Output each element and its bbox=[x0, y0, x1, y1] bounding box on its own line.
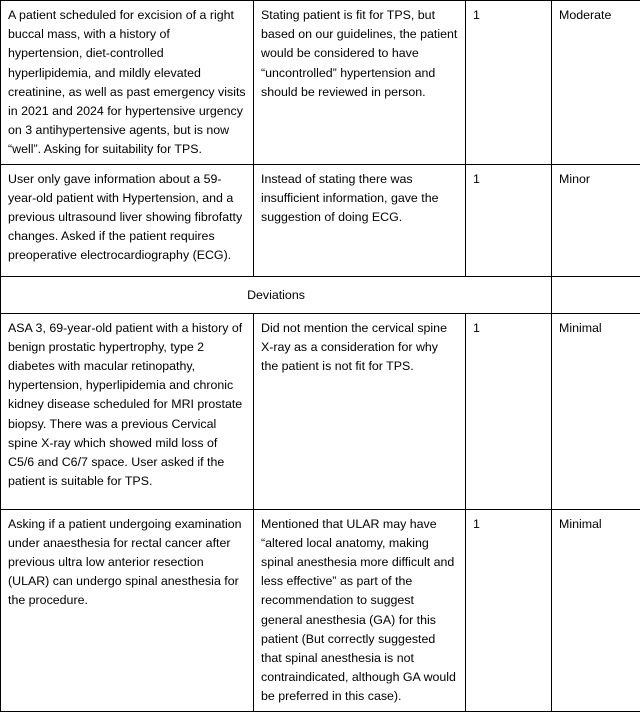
case-description-cell: A patient scheduled for excision of a right buccal mass, with a history of hypertension, diet-controlled hyperlipidemia, and mildly elevated creatinine, as well as past emergency visits in 2021 and 2024 for hypertensive urgency on 3 antihypertensive agents, but is now “well”. Asking for suitability for TPS. bbox=[1, 1, 254, 165]
table-row bbox=[1, 164, 640, 276]
count-cell: 1 bbox=[466, 313, 552, 509]
issue-cell: Mentioned that ULAR may have “altered local anatomy, making spinal anesthesia more difficult and less effective” as part of the recommendation to suggest general anesthesia (GA) for this patient (But correctly suggested that spinal anesthesia is not contraindicated, although GA would be preferred in this case). bbox=[254, 509, 466, 711]
table-row bbox=[1, 1, 640, 165]
table-row bbox=[1, 509, 640, 711]
issue-cell: Stating patient is fit for TPS, but based on our guidelines, the patient would be considered to have “uncontrolled” hypertension and should be reviewed in person. bbox=[254, 1, 466, 165]
case-description-cell: User only gave information about a 59-year-old patient with Hypertension, and a previous ultrasound liver showing fibrofatty changes. Asked if the patient requires preoperative electrocardiography (ECG). bbox=[1, 164, 254, 276]
severity-cell: Minimal bbox=[552, 509, 640, 711]
count-cell: 1 bbox=[466, 1, 552, 165]
severity-cell: Minor bbox=[552, 164, 640, 276]
section-empty-cell bbox=[552, 276, 640, 313]
count-cell: 1 bbox=[466, 509, 552, 711]
severity-cell: Minimal bbox=[552, 313, 640, 509]
severity-cell: Moderate bbox=[552, 1, 640, 165]
section-title: Deviations bbox=[1, 276, 552, 313]
table-row bbox=[1, 313, 640, 509]
issue-cell: Instead of stating there was insufficient information, gave the suggestion of doing ECG. bbox=[254, 164, 466, 276]
case-description-cell: ASA 3, 69-year-old patient with a history of benign prostatic hypertrophy, type 2 diabetes with macular retinopathy, hypertension, hyperlipidemia and chronic kidney disease scheduled for MRI prostate biopsy. There was a previous Cervical spine X-ray which showed mild loss of C5/6 and C6/7 space. User asked if the patient is suitable for TPS. bbox=[1, 313, 254, 509]
issue-cell: Did not mention the cervical spine X-ray as a consideration for why the patient is not fit for TPS. bbox=[254, 313, 466, 509]
section-header-row bbox=[1, 276, 640, 313]
count-cell: 1 bbox=[466, 164, 552, 276]
case-description-cell: Asking if a patient undergoing examination under anaesthesia for rectal cancer after previous ultra low anterior resection (ULAR) can undergo spinal anesthesia for the procedure. bbox=[1, 509, 254, 711]
